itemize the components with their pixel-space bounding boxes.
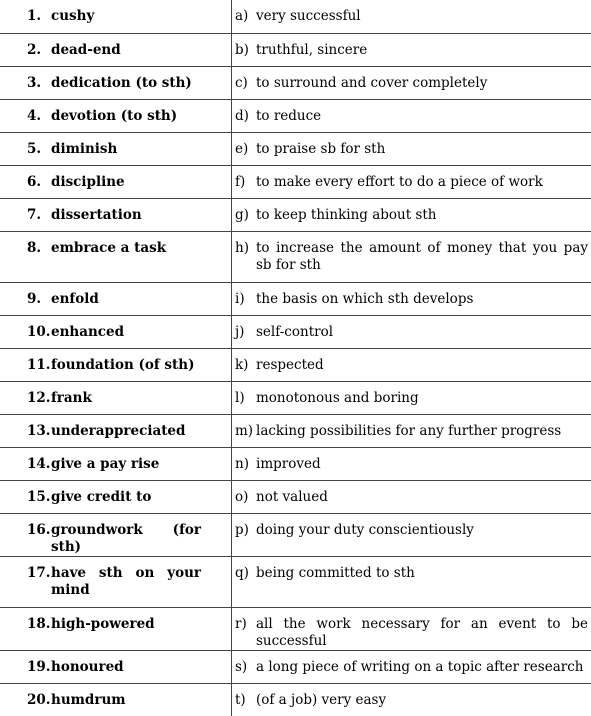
definition-letter: e) — [235, 141, 256, 158]
term-text: have sth on your mind — [51, 565, 231, 599]
definition-cell — [232, 282, 591, 315]
definition-letter: g) — [235, 207, 256, 224]
term-text: dedication (to sth) — [51, 75, 231, 92]
table-row — [0, 607, 591, 650]
table-row — [0, 348, 591, 381]
term-text: groundwork (for sth) — [51, 522, 231, 556]
term-text: frank — [51, 390, 231, 407]
term-number: 15. — [27, 489, 51, 506]
definition-cell — [232, 607, 591, 650]
table-row — [0, 0, 591, 33]
term-text: enhanced — [51, 324, 231, 341]
term-cell — [0, 99, 232, 132]
table-row — [0, 33, 591, 66]
term-number: 14. — [27, 456, 51, 473]
definition-letter: r) — [235, 616, 256, 650]
definition-text: to reduce — [256, 108, 588, 125]
term-text: embrace a task — [51, 240, 231, 257]
term-number: 3. — [27, 75, 51, 92]
term-text: humdrum — [51, 692, 231, 709]
term-text: devotion (to sth) — [51, 108, 231, 125]
term-number: 19. — [27, 659, 51, 676]
term-cell — [0, 650, 232, 683]
table-row — [0, 198, 591, 231]
definition-text: truthful, sincere — [256, 42, 588, 59]
definition-text: improved — [256, 456, 588, 473]
table-row — [0, 480, 591, 513]
term-cell — [0, 231, 232, 282]
table-row — [0, 165, 591, 198]
term-cell — [0, 198, 232, 231]
definition-cell — [232, 33, 591, 66]
definition-text: to praise sb for sth — [256, 141, 588, 158]
term-number: 1. — [27, 8, 51, 25]
term-cell — [0, 447, 232, 480]
term-number: 16. — [27, 522, 51, 556]
term-text: give credit to — [51, 489, 231, 506]
table-row — [0, 66, 591, 99]
definition-letter: i) — [235, 291, 256, 308]
definition-letter: s) — [235, 659, 256, 676]
term-text: enfold — [51, 291, 231, 308]
term-number: 13. — [27, 423, 51, 440]
definition-cell — [232, 231, 591, 282]
definition-text: the basis on which sth develops — [256, 291, 588, 308]
definition-letter: n) — [235, 456, 256, 473]
term-number: 8. — [27, 240, 51, 257]
definition-text: not valued — [256, 489, 588, 506]
definition-cell — [232, 348, 591, 381]
definition-text: (of a job) very easy — [256, 692, 588, 709]
definition-text: doing your duty conscientiously — [256, 522, 588, 539]
term-cell — [0, 556, 232, 607]
term-number: 12. — [27, 390, 51, 407]
definition-letter: t) — [235, 692, 256, 709]
table-row — [0, 99, 591, 132]
term-number: 6. — [27, 174, 51, 191]
definition-letter: o) — [235, 489, 256, 506]
term-text: high-powered — [51, 616, 231, 633]
definition-letter: a) — [235, 8, 256, 25]
term-cell — [0, 132, 232, 165]
term-cell — [0, 683, 232, 716]
definition-text: a long piece of writing on a topic after research — [256, 659, 588, 676]
definition-cell — [232, 0, 591, 33]
definition-text: to increase the amount of money that you pay sb for sth — [256, 240, 588, 274]
term-cell — [0, 165, 232, 198]
term-number: 20. — [27, 692, 51, 709]
definition-cell — [232, 414, 591, 447]
term-text: diminish — [51, 141, 231, 158]
term-cell — [0, 513, 232, 556]
definition-letter: b) — [235, 42, 256, 59]
definition-cell — [232, 381, 591, 414]
definition-cell — [232, 99, 591, 132]
definition-text: self-control — [256, 324, 588, 341]
term-cell — [0, 66, 232, 99]
term-number: 11. — [27, 357, 51, 374]
table-row — [0, 650, 591, 683]
term-cell — [0, 348, 232, 381]
definition-letter: d) — [235, 108, 256, 125]
term-text: cushy — [51, 8, 231, 25]
table-row — [0, 231, 591, 282]
definition-cell — [232, 447, 591, 480]
definition-text: monotonous and boring — [256, 390, 588, 407]
term-cell — [0, 282, 232, 315]
definition-letter: f) — [235, 174, 256, 191]
definition-cell — [232, 165, 591, 198]
definition-cell — [232, 315, 591, 348]
definition-text: very successful — [256, 8, 588, 25]
term-number: 4. — [27, 108, 51, 125]
definition-cell — [232, 198, 591, 231]
definition-cell — [232, 556, 591, 607]
term-number: 18. — [27, 616, 51, 633]
table-row — [0, 132, 591, 165]
term-number: 9. — [27, 291, 51, 308]
definition-cell — [232, 66, 591, 99]
term-text: dead-end — [51, 42, 231, 59]
table-row — [0, 556, 591, 607]
table-row — [0, 282, 591, 315]
definition-cell — [232, 132, 591, 165]
term-text: foundation (of sth) — [51, 357, 231, 374]
term-text: give a pay rise — [51, 456, 231, 473]
definition-letter: p) — [235, 522, 256, 539]
term-number: 17. — [27, 565, 51, 599]
definition-text: to keep thinking about sth — [256, 207, 588, 224]
definition-text: respected — [256, 357, 588, 374]
table-row — [0, 414, 591, 447]
definition-letter: h) — [235, 240, 256, 274]
definition-cell — [232, 683, 591, 716]
definition-cell — [232, 650, 591, 683]
table-row — [0, 683, 591, 716]
table-row — [0, 447, 591, 480]
table-row — [0, 513, 591, 556]
definition-text: to make every effort to do a piece of work — [256, 174, 588, 191]
term-cell — [0, 480, 232, 513]
definition-letter: m) — [235, 423, 256, 440]
table-row — [0, 381, 591, 414]
term-number: 7. — [27, 207, 51, 224]
term-cell — [0, 33, 232, 66]
term-cell — [0, 0, 232, 33]
definition-letter: k) — [235, 357, 256, 374]
term-text: discipline — [51, 174, 231, 191]
definition-text: to surround and cover completely — [256, 75, 588, 92]
term-cell — [0, 414, 232, 447]
definition-letter: q) — [235, 565, 256, 582]
table-row — [0, 315, 591, 348]
term-cell — [0, 315, 232, 348]
definition-letter: l) — [235, 390, 256, 407]
term-number: 2. — [27, 42, 51, 59]
term-text: honoured — [51, 659, 231, 676]
term-number: 5. — [27, 141, 51, 158]
term-number: 10. — [27, 324, 51, 341]
term-text: underappreciated — [51, 423, 231, 440]
definition-cell — [232, 480, 591, 513]
term-cell — [0, 381, 232, 414]
definition-text: being committed to sth — [256, 565, 588, 582]
definition-text: lacking possibilities for any further progress — [256, 423, 588, 440]
term-text: dissertation — [51, 207, 231, 224]
definition-cell — [232, 513, 591, 556]
definition-letter: c) — [235, 75, 256, 92]
definition-text: all the work necessary for an event to be successful — [256, 616, 588, 650]
definition-letter: j) — [235, 324, 256, 341]
term-cell — [0, 607, 232, 650]
